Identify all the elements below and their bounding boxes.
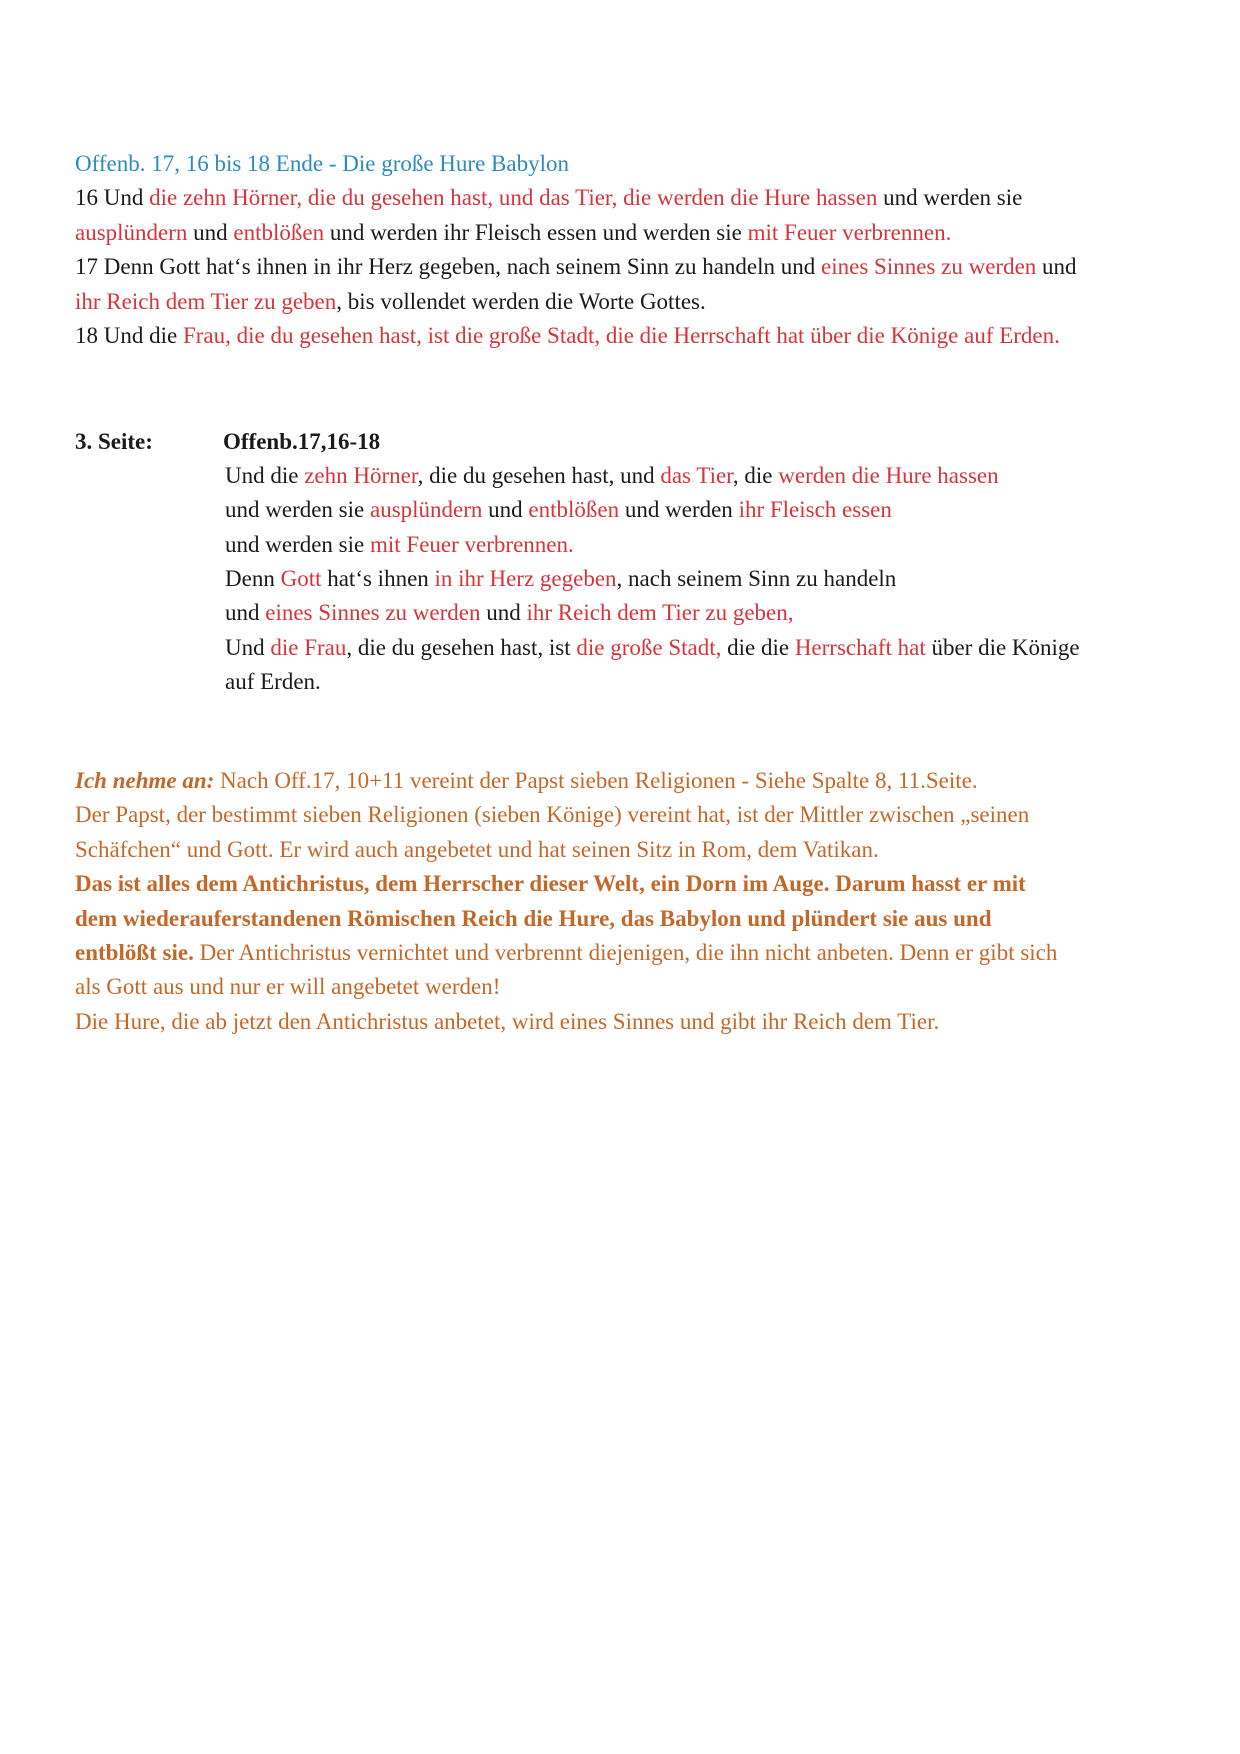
section3-text-segment: als Gott aus und nur er will angebetet werden!: [75, 974, 501, 1000]
section2-text-segment: eines Sinnes zu werden: [265, 600, 481, 626]
section3-text-segment: Ich nehme an:: [75, 768, 215, 793]
reference-label: Offenb.17,16-18: [223, 429, 381, 454]
section2-text-segment: Herrschaft hat: [794, 634, 926, 660]
section2-text-segment: und: [482, 497, 529, 523]
section3-line: [75, 867, 1026, 901]
section1-text-segment: 18 Und die: [75, 323, 183, 348]
section3-line: [75, 970, 500, 1004]
section1-text-segment: ihr Reich dem Tier zu geben: [75, 288, 337, 314]
section3-text-segment: Schäfchen“ und Gott. Er wird auch angebetet und hat seinen Sitz in Rom, dem Vatikan.: [75, 836, 879, 862]
section1-text-segment: , bis vollendet werden die Worte Gottes.: [336, 288, 706, 314]
section1-line: [75, 250, 1077, 284]
section2-text-segment: das Tier: [660, 463, 733, 488]
section2-text-segment: und: [225, 600, 266, 626]
section2-text-segment: , die du gesehen hast, ist: [346, 634, 577, 660]
section2-text-segment: die die: [721, 634, 795, 660]
section2-text-segment: Und die: [225, 463, 305, 488]
section2-text-segment: entblößen: [528, 497, 620, 523]
section3-text-segment: dem wiederauferstandenen Römischen Reich die Hure, das Babylon und plündert sie aus und: [75, 905, 992, 931]
section1-text-segment: ausplündern: [75, 219, 188, 245]
section2-text-segment: ihr Reich dem Tier zu geben,: [526, 600, 794, 626]
section2-line: [225, 665, 321, 699]
section1-text-segment: die zehn Hörner, die du gesehen hast, und das Tier, die werden die Hure hassen: [149, 185, 878, 210]
section2-line: [225, 631, 1080, 665]
section2-text-segment: auf Erden.: [225, 668, 321, 694]
section1-text-segment: und: [187, 219, 234, 245]
section2-line: [225, 596, 794, 630]
section3-line: [75, 902, 992, 936]
section3-text-segment: Nach Off.17, 10+11 vereint der Papst sieben Religionen - Siehe Spalte 8, 11.Seite.: [214, 768, 978, 793]
section2-text-segment: in ihr Herz gegeben: [434, 565, 617, 591]
section3-text-segment: Die Hure, die ab jetzt den Antichristus anbetet, wird eines Sinnes und gibt ihr Reich dem Tier.: [75, 1008, 940, 1034]
section3-text-segment: Das ist alles dem Antichristus, dem Herrscher dieser Welt, ein Dorn im Auge. Darum hasst er mit: [75, 871, 1026, 897]
section3-line: [75, 833, 879, 867]
section1-text-segment: und: [1036, 254, 1077, 279]
section3-text-segment: Der Papst, der bestimmt sieben Religionen (sieben Könige) vereint hat, ist der Mittler zwischen „seinen: [75, 802, 1030, 828]
section2-line: [225, 562, 896, 596]
section2-text-segment: ausplündern: [370, 497, 483, 523]
section3-text-segment: entblößt sie.: [75, 940, 194, 965]
section2-line: [225, 459, 999, 493]
section2-text-segment: und werden: [619, 497, 739, 523]
page-label: 3. Seite:: [75, 429, 153, 454]
section1-text-segment: und werden sie: [877, 185, 1023, 210]
section2-line: [225, 493, 892, 527]
section2-text-segment: werden die Hure hassen: [778, 463, 999, 488]
section3-line: [75, 764, 978, 798]
section1-line: [75, 285, 706, 319]
section2-text-segment: und werden sie: [225, 531, 370, 557]
section1-line: [75, 216, 951, 250]
section2-text-segment: und: [480, 600, 527, 626]
section1-text-segment: Frau, die du gesehen hast, ist die große Stadt, die die Herrschaft hat über die Könige auf Erden.: [182, 323, 1060, 348]
section2-text-segment: ihr Fleisch essen: [738, 497, 892, 523]
section2-text-segment: Gott: [280, 565, 322, 591]
section3-line: [75, 1005, 939, 1039]
section2-text-segment: über die Könige: [925, 634, 1080, 660]
section2-text-segment: Und: [225, 634, 271, 660]
section1-heading: Offenb. 17, 16 bis 18 Ende - Die große Hure Babylon: [75, 151, 569, 176]
section2-text-segment: mit Feuer verbrennen.: [370, 531, 574, 557]
section3-line: [75, 936, 1057, 970]
section1-text-segment: entblößen: [233, 219, 325, 245]
section2-text-segment: , die du gesehen hast, und: [417, 463, 661, 488]
section2-text-segment: die große Stadt,: [576, 634, 722, 660]
section2-text-segment: hat‘s ihnen: [321, 565, 435, 591]
section2-text-segment: Denn: [225, 565, 281, 591]
section2-line: [225, 528, 574, 562]
section1-line: [75, 181, 1022, 215]
section1-text-segment: eines Sinnes zu werden: [821, 254, 1037, 279]
section1-line: [75, 319, 1060, 353]
section3-line: [75, 798, 1029, 832]
section2-text-segment: und werden sie: [225, 497, 370, 523]
section2-text-segment: die Frau: [270, 634, 347, 660]
section1-text-segment: mit Feuer verbrennen.: [747, 219, 952, 245]
section2-text-segment: , die: [732, 463, 779, 488]
section2-text-segment: , nach seinem Sinn zu handeln: [616, 565, 897, 591]
section3-text-segment: Der Antichristus vernichtet und verbrennt diejenigen, die ihn nicht anbeten. Denn er gibt sich: [193, 940, 1058, 965]
section1-text-segment: und werden ihr Fleisch essen und werden sie: [324, 219, 748, 245]
section1-text-segment: 17 Denn Gott hat‘s ihnen in ihr Herz gegeben, nach seinem Sinn zu handeln und: [75, 254, 822, 279]
section1-text-segment: 16 Und: [75, 185, 150, 210]
section2-text-segment: zehn Hörner: [304, 463, 418, 488]
